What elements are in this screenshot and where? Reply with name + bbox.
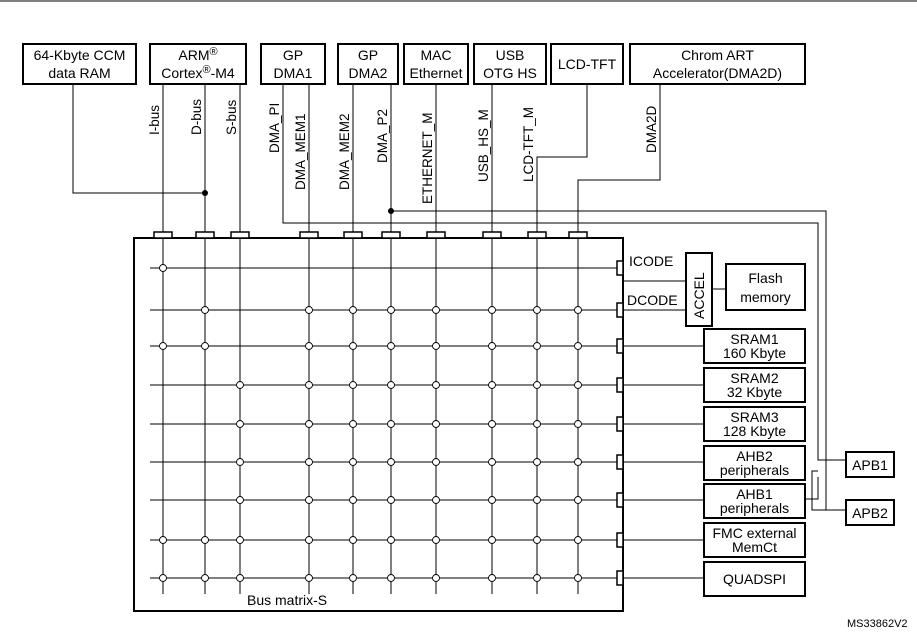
- master-chrom-art: [630, 44, 805, 84]
- slave-port: [617, 417, 623, 431]
- master-port: [196, 232, 214, 238]
- matrix-node: [534, 537, 541, 544]
- matrix-node: [534, 497, 541, 504]
- master-port: [382, 232, 400, 238]
- slave-line1: AHB1: [736, 486, 773, 502]
- master-chrom-line2: Accelerator(DMA2D): [652, 65, 783, 81]
- master-dma2-line1: GP: [357, 47, 379, 63]
- apb1-bridge: [846, 452, 894, 477]
- apb2-bridge: [846, 500, 894, 525]
- master-port: [427, 232, 445, 238]
- matrix-node: [433, 421, 440, 428]
- master-mac-line2: Ethernet: [409, 65, 463, 81]
- matrix-node: [306, 307, 313, 314]
- matrix-node: [350, 497, 357, 504]
- matrix-node: [237, 497, 244, 504]
- matrix-node: [202, 537, 209, 544]
- matrix-node: [489, 497, 496, 504]
- matrix-node: [534, 459, 541, 466]
- master-ccm-line2: data RAM: [48, 65, 111, 81]
- slave-box: [623, 523, 805, 557]
- matrix-node: [575, 537, 582, 544]
- matrix-node: [388, 575, 395, 582]
- master-port: [344, 232, 362, 238]
- signal-lcd-tft-m: LCD-TFT_M: [521, 107, 536, 182]
- matrix-node: [388, 307, 395, 314]
- slave-port: [617, 493, 623, 507]
- slave-port: [617, 378, 623, 392]
- matrix-node: [237, 575, 244, 582]
- slave-line2: 128 Kbyte: [722, 423, 787, 439]
- master-port: [483, 232, 501, 238]
- matrix-node: [306, 459, 313, 466]
- slave-line1: QUADSPI: [722, 571, 787, 587]
- master-gp-dma1: [261, 44, 325, 84]
- matrix-node: [489, 421, 496, 428]
- matrix-node: [534, 343, 541, 350]
- master-ccm-ram: [23, 44, 136, 84]
- master-port: [300, 232, 318, 238]
- matrix-node: [306, 382, 313, 389]
- slave-port: [617, 303, 623, 317]
- matrix-node: [306, 497, 313, 504]
- slave-box: [623, 562, 805, 596]
- master-usb-line1: USB: [495, 47, 525, 63]
- slave-box: [623, 446, 805, 480]
- master-dma2-line2: DMA2: [348, 65, 388, 81]
- matrix-node: [534, 382, 541, 389]
- matrix-node: [237, 382, 244, 389]
- matrix-node: [350, 421, 357, 428]
- signal-i-bus: I-bus: [147, 104, 162, 135]
- master-lcd-line1: LCD-TFT: [557, 56, 617, 72]
- dcode-label: DCODE: [627, 292, 678, 308]
- matrix-node: [160, 537, 167, 544]
- master-port: [231, 232, 249, 238]
- matrix-node: [237, 459, 244, 466]
- master-mac-ethernet: [404, 44, 468, 84]
- bus-matrix-grid: [150, 238, 617, 594]
- matrix-node: [489, 537, 496, 544]
- master-port: [154, 232, 172, 238]
- matrix-connection-nodes: [160, 265, 582, 582]
- slave-ports: [617, 261, 623, 585]
- slave-line2: 160 Kbyte: [722, 345, 787, 361]
- matrix-node: [433, 497, 440, 504]
- matrix-node: [237, 537, 244, 544]
- master-usb-line2: OTG HS: [483, 65, 537, 81]
- matrix-node: [575, 307, 582, 314]
- slave-line2: MemCt: [731, 539, 778, 555]
- slave-line1: FMC external: [712, 525, 797, 541]
- slave-boxes: [623, 329, 805, 596]
- matrix-node: [160, 265, 167, 272]
- signal-usb-hs-m: USB_HS_M: [476, 109, 491, 182]
- matrix-node: [575, 382, 582, 389]
- slave-box: [623, 484, 805, 518]
- master-chrom-line1: Chrom ART: [681, 47, 754, 63]
- slave-line1: SRAM1: [730, 331, 779, 347]
- slave-box: [623, 368, 805, 402]
- matrix-node: [534, 307, 541, 314]
- matrix-node: [350, 459, 357, 466]
- master-mac-line1: MAC: [420, 47, 452, 63]
- master-usb-otg-hs: [474, 44, 546, 84]
- master-arm-line1: ARM®: [178, 46, 218, 63]
- matrix-node: [489, 382, 496, 389]
- signal-s-bus: S-bus: [224, 99, 239, 135]
- matrix-node: [306, 575, 313, 582]
- slave-box: [623, 329, 805, 363]
- matrix-node: [575, 421, 582, 428]
- slave-port: [617, 571, 623, 585]
- slave-line1: AHB2: [736, 448, 773, 464]
- master-ccm-line1: 64-Kbyte CCM: [33, 47, 126, 63]
- matrix-node: [202, 307, 209, 314]
- slave-line1: SRAM2: [730, 370, 779, 386]
- matrix-node: [575, 459, 582, 466]
- matrix-node: [433, 343, 440, 350]
- junction-dot-dbus: [202, 190, 208, 196]
- signal-d-bus: D-bus: [189, 98, 204, 135]
- slave-line2: peripherals: [719, 462, 790, 478]
- slave-port: [617, 339, 623, 353]
- matrix-node: [433, 382, 440, 389]
- matrix-node: [160, 575, 167, 582]
- flash-line1: Flash: [748, 270, 783, 286]
- master-dma1-line1: GP: [282, 47, 304, 63]
- slave-port: [617, 455, 623, 469]
- slave-line1: SRAM3: [730, 409, 779, 425]
- matrix-node: [350, 343, 357, 350]
- slave-port: [617, 533, 623, 547]
- signal-ethernet-m: ETHERNET_M: [420, 112, 435, 204]
- matrix-node: [350, 537, 357, 544]
- matrix-node: [433, 307, 440, 314]
- matrix-node: [350, 307, 357, 314]
- matrix-node: [489, 343, 496, 350]
- master-arm-line2: Cortex®-M4: [161, 64, 235, 81]
- figure-id: MS33862V2: [847, 618, 908, 630]
- matrix-node: [489, 459, 496, 466]
- matrix-node: [575, 497, 582, 504]
- matrix-node: [350, 575, 357, 582]
- bus-matrix-label: Bus matrix-S: [247, 592, 328, 608]
- apb1-label: APB1: [852, 457, 888, 473]
- signal-dma-pi: DMA_PI: [267, 102, 282, 153]
- matrix-node: [160, 343, 167, 350]
- slave-line2: 32 Kbyte: [726, 384, 783, 400]
- accel-box: [686, 253, 712, 326]
- slave-port: [617, 261, 623, 275]
- master-arm-cortex: [150, 44, 246, 84]
- matrix-node: [388, 343, 395, 350]
- matrix-node: [306, 343, 313, 350]
- accel-label: ACCEL: [691, 272, 707, 319]
- matrix-node: [534, 421, 541, 428]
- matrix-node: [388, 497, 395, 504]
- signal-dma-p2: DMA_P2: [375, 108, 390, 163]
- matrix-node: [202, 343, 209, 350]
- signal-dma2d: DMA2D: [644, 105, 659, 153]
- icode-label: ICODE: [629, 253, 674, 269]
- matrix-node: [388, 537, 395, 544]
- matrix-node: [575, 575, 582, 582]
- matrix-node: [489, 575, 496, 582]
- slave-line2: peripherals: [719, 500, 790, 516]
- master-lcd-tft: [551, 44, 623, 84]
- bus-signal-labels: [147, 99, 659, 204]
- matrix-node: [433, 575, 440, 582]
- signal-dma-mem1: DMA_MEM1: [293, 113, 308, 190]
- flash-memory: [726, 264, 805, 310]
- signal-dma-mem2: DMA_MEM2: [337, 113, 352, 190]
- matrix-node: [388, 382, 395, 389]
- matrix-node: [237, 421, 244, 428]
- slave-box: [623, 407, 805, 441]
- master-port: [528, 232, 546, 238]
- matrix-node: [350, 382, 357, 389]
- matrix-node: [575, 343, 582, 350]
- master-dma1-line2: DMA1: [273, 65, 313, 81]
- flash-line2: memory: [740, 289, 791, 305]
- matrix-node: [534, 575, 541, 582]
- master-gp-dma2: [338, 44, 398, 84]
- matrix-node: [489, 307, 496, 314]
- junction-dot-dma-p2: [388, 208, 394, 214]
- matrix-node: [306, 537, 313, 544]
- master-port: [569, 232, 587, 238]
- matrix-node: [388, 459, 395, 466]
- matrix-node: [202, 575, 209, 582]
- apb2-label: APB2: [852, 505, 888, 521]
- matrix-node: [433, 459, 440, 466]
- matrix-node: [433, 537, 440, 544]
- matrix-node: [388, 421, 395, 428]
- matrix-node: [306, 421, 313, 428]
